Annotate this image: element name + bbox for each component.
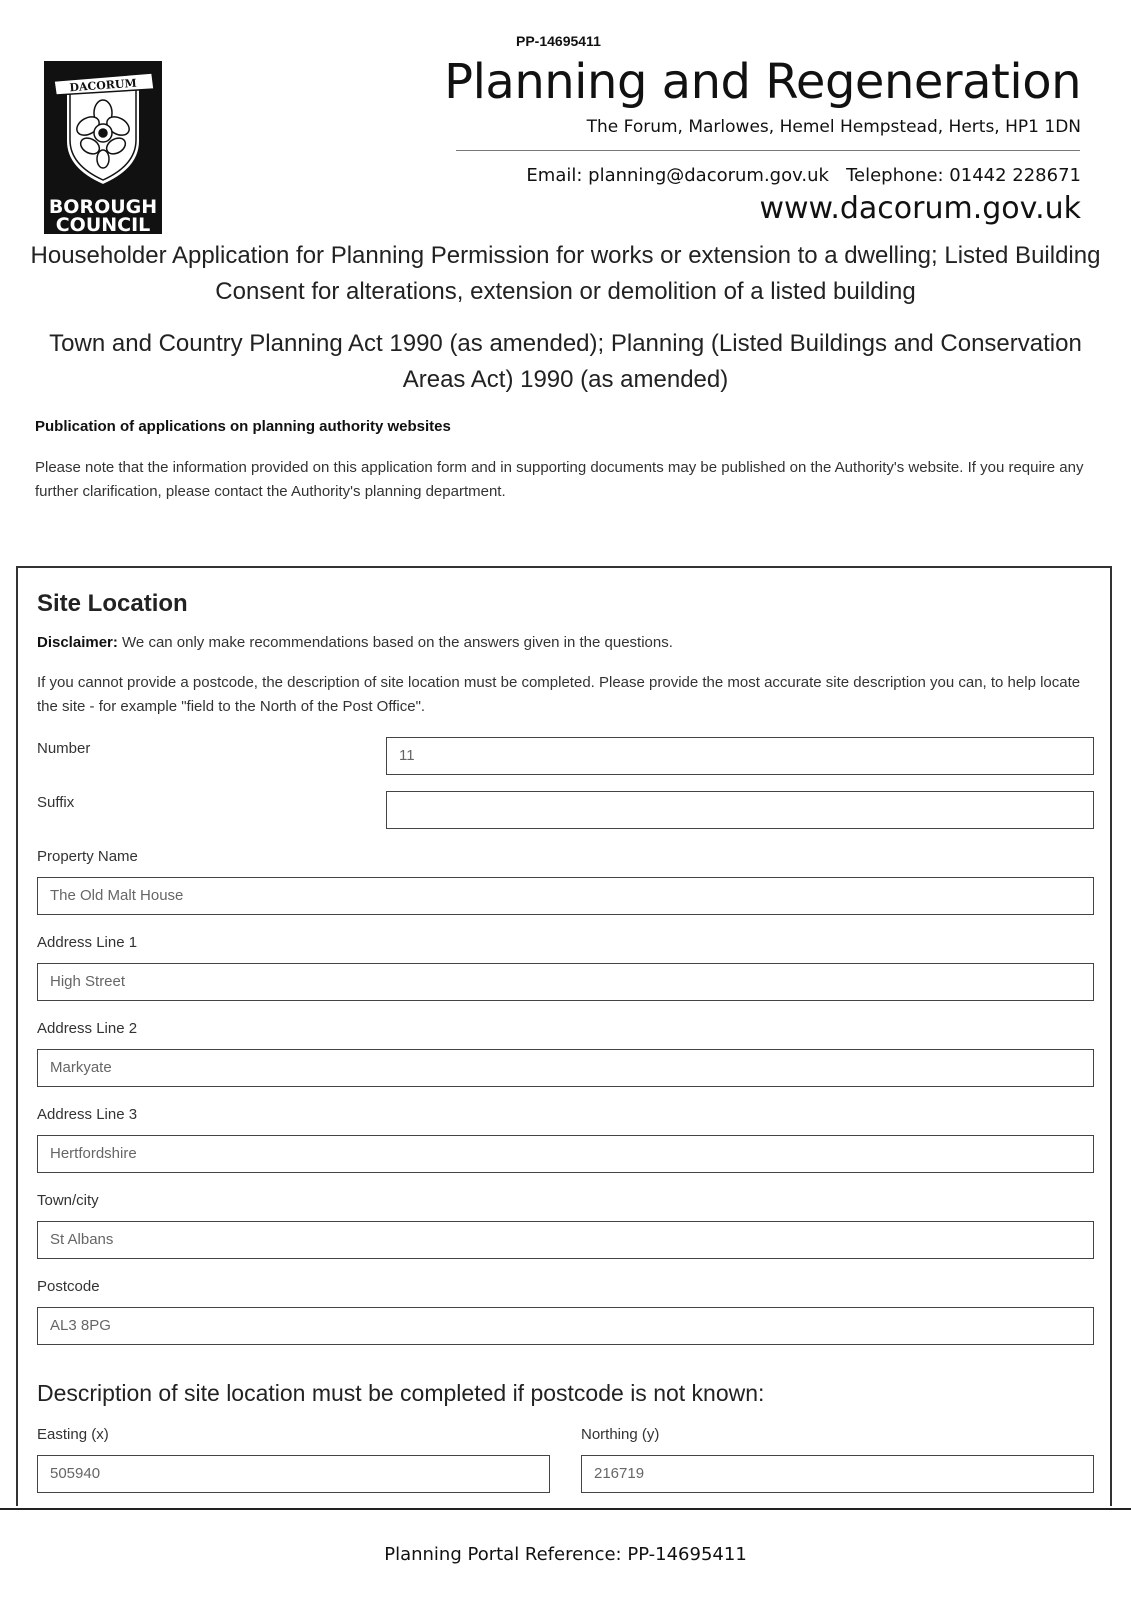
section-title: Site Location (37, 590, 188, 617)
logo-text-council: COUNCIL (55, 214, 151, 234)
footer-reference: Planning Portal Reference: PP-14695411 (384, 1544, 747, 1565)
site-location-instructions: If you cannot provide a postcode, the description of site location must be completed. Please provide the most accurate site description you can, to help locate the site - for example "field to the North of the Post Office". (37, 674, 1081, 715)
publication-text: Please note that the information provided on this application form and in supporting documents may be published on the Authority's website. If you require any further clarification, please contact the Authority's planning department. (35, 459, 1084, 500)
acts-heading: Town and Country Planning Act 1990 (as amended); Planning (Listed Buildings and Conservation Areas Act) 1990 (as amended) (49, 330, 1082, 393)
office-address: The Forum, Marlowes, Hemel Hempstead, Herts, HP1 1DN (586, 117, 1081, 137)
property-name-label: Property Name (37, 848, 138, 865)
address-line-3-label: Address Line 3 (37, 1106, 138, 1123)
disclaimer-text: We can only make recommendations based on the answers given in the questions. (117, 634, 673, 651)
dacorum-borough-council-logo (44, 61, 162, 234)
website-url: www.dacorum.gov.uk (759, 191, 1081, 226)
page-title: Planning and Regeneration (444, 54, 1081, 110)
postcode-label: Postcode (37, 1278, 100, 1295)
form-heading: Householder Application for Planning Permission for works or extension to a dwelling; Listed Building Consent for alterations, extension or demolition of a listed building (30, 242, 1101, 305)
address-line-1-label: Address Line 1 (37, 934, 138, 951)
northing-label: Northing (y) (581, 1426, 660, 1443)
town-city-label: Town/city (37, 1192, 99, 1209)
northing-field[interactable]: 216719 (581, 1455, 1094, 1493)
suffix-label: Suffix (37, 794, 75, 811)
disclaimer (37, 634, 673, 651)
disclaimer-label: Disclaimer: (37, 634, 118, 651)
easting-field[interactable]: 505940 (37, 1455, 550, 1493)
number-field[interactable]: 11 (386, 737, 1094, 775)
easting-label: Easting (x) (37, 1426, 109, 1443)
reference-number-top: PP-14695411 (516, 33, 601, 49)
logo-text-borough: BOROUGH (48, 196, 158, 218)
description-heading: Description of site location must be completed if postcode is not known: (37, 1380, 765, 1406)
contact-details: Email: planning@dacorum.gov.uk Telephone: 01442 228671 (526, 165, 1081, 186)
address-line-3-field[interactable]: Hertfordshire (37, 1135, 1094, 1173)
town-city-field[interactable]: St Albans (37, 1221, 1094, 1259)
header-divider (456, 150, 1080, 151)
footer-divider (0, 1508, 1131, 1510)
property-name-field[interactable]: The Old Malt House (37, 877, 1094, 915)
postcode-field[interactable]: AL3 8PG (37, 1307, 1094, 1345)
publication-title: Publication of applications on planning authority websites (35, 418, 451, 435)
suffix-field[interactable] (386, 791, 1094, 829)
address-line-2-label: Address Line 2 (37, 1020, 138, 1037)
address-line-2-field[interactable]: Markyate (37, 1049, 1094, 1087)
address-line-1-field[interactable]: High Street (37, 963, 1094, 1001)
number-label: Number (37, 740, 91, 757)
logo-banner-text: DACORUM (68, 76, 138, 95)
